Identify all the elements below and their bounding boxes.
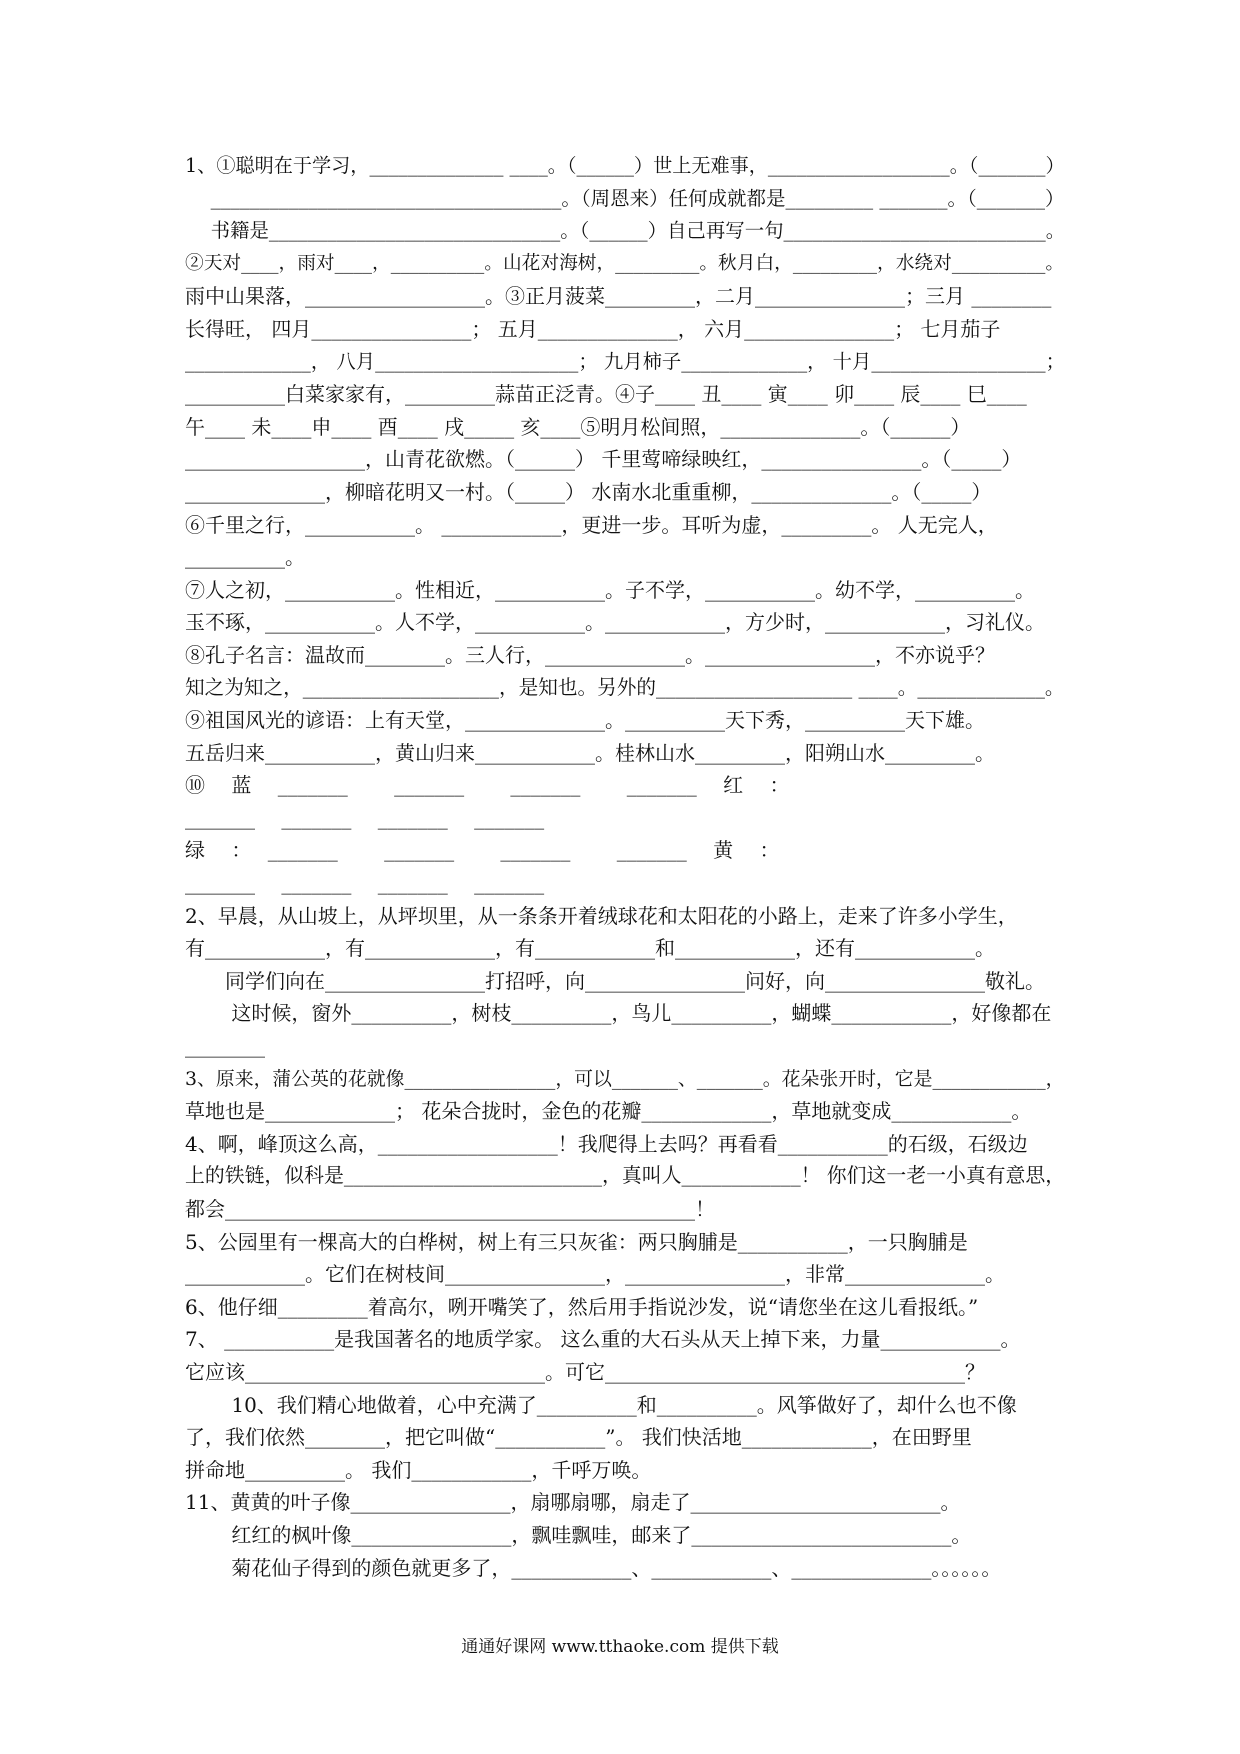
worksheet-line: 11、黄黄的叶子像________________，扇哪扇哪，扇走了_________________________。 — [185, 1490, 961, 1515]
worksheet-line: 这时候，窗外__________，树枝__________，鸟儿__________，蝴蝶____________，好像都在 — [185, 1001, 1052, 1026]
worksheet-line: _______ _______ _______ _______ — [185, 871, 545, 896]
worksheet-line: 它应该______________________________。可它____________________________________？ — [185, 1359, 985, 1384]
worksheet-line: 雨中山果落，__________________。③正月菠菜_________，二月_______________；三月 ________ — [185, 284, 1052, 309]
worksheet-line: ____________________________________。（周恩来）任何成就都是_________ _______。（_______） — [185, 186, 1065, 210]
worksheet-line: __________白菜家家有，_________蒜苗正泛青。④子____ 丑____ 寅____ 卯____ 辰____ 巳____ — [185, 382, 1027, 407]
worksheet-line: ⑩ 蓝 _______ _______ _______ _______ 红 ： — [185, 773, 790, 798]
worksheet-line: 4、啊，峰顶这么高，__________________！我爬得上去吗？再看看___________的石级，石级边 — [185, 1131, 1028, 1156]
worksheet-line: 五岳归来___________，黄山归来____________。桂林山水_________，阳朔山水_________。 — [185, 740, 995, 765]
worksheet-line: 都会_______________________________________________！ — [185, 1197, 715, 1221]
worksheet-line: 上的铁链，似科是__________________________，真叫人____________！ 你们这一老一小真有意思， — [185, 1164, 1065, 1188]
worksheet-line: 有____________，有_____________，有____________和____________，还有____________。 — [185, 936, 995, 961]
worksheet-line: 书籍是______________________________。（______）自己再写一句___________________________。 — [185, 219, 1065, 243]
worksheet-line: 了，我们依然________，把它叫做“___________”。 我们快活地_____________，在田野里 — [185, 1425, 972, 1450]
worksheet-line: 7、 ___________是我国著名的地质学家。 这么重的大石头从天上掉下来，力量____________。 — [185, 1327, 1021, 1352]
worksheet-line: ____________。它们在树枝间________________，________________，非常______________。 — [185, 1262, 1005, 1287]
worksheet-line: 午____ 未____申____ 酉____ 戌_____ 亥____⑤明月松间照，______________。（______） — [185, 414, 971, 439]
worksheet-line: 菊花仙子得到的颜色就更多了，____________、____________、______________。。。。。。 — [185, 1555, 1002, 1580]
worksheet-line: 1、①聪明在于学习，______________ ____。（______）世上无难事，___________________。（_______） — [185, 154, 1065, 177]
worksheet-line: ⑥千里之行，___________。 ____________，更进一步。耳听为虚，_________。 人无完人， — [185, 512, 998, 537]
worksheet-line: 5、公园里有一棵高大的白桦树，树上有三只灰雀：两只胸脯是___________，一只胸脯是 — [185, 1229, 968, 1254]
worksheet-line: ________ — [185, 1034, 265, 1059]
worksheet-line: 拼命地__________。 我们____________，千呼万唤。 — [185, 1457, 652, 1482]
worksheet-line: 绿 ： _______ _______ _______ _______ 黄 ： — [185, 838, 780, 863]
worksheet-line: _______ _______ _______ _______ — [185, 805, 545, 830]
worksheet-line: __________。 — [185, 545, 305, 570]
worksheet-line: 2、早晨，从山坡上，从坪坝里，从一条条开着绒球花和太阳花的小路上，走来了许多小学生， — [185, 903, 1018, 928]
worksheet-line: 草地也是_____________； 花朵合拢时，金色的花瓣_____________，草地就变成____________。 — [185, 1099, 1032, 1124]
worksheet-line: 长得旺， 四月________________； 五月______________， 六月_______________； 七月茄子 — [185, 316, 1001, 341]
worksheet-line: ⑨祖国风光的谚语：上有天堂，______________。__________天下秀，__________天下雄。 — [185, 708, 985, 733]
worksheet-line: 10、我们精心地做着，心中充满了__________和__________。风筝做好了，却什么也不像 — [185, 1392, 1017, 1417]
worksheet-body — [185, 150, 1065, 1584]
worksheet-line: 知之为知之，____________________，是知也。另外的____________________ ____。_____________。 — [185, 675, 1065, 699]
worksheet-line: ②天对____，雨对____，__________。山花对海树，_________。秋月白，_________，水绕对__________。 — [185, 252, 1065, 274]
footer-credit: 通通好课网 www.tthaoke.com 提供下载 — [461, 1637, 779, 1657]
worksheet-line: 3、原来，蒲公英的花就像________________，可以_______、_______。花朵张开时，它是____________， — [185, 1067, 1065, 1090]
worksheet-line: ⑦人之初，___________。性相近，___________。子不学，___________。幼不学，__________。 — [185, 577, 1035, 602]
worksheet-line: ______________，柳暗花明又一村。（_____） 水南水北重重柳，______________。（_____） — [185, 479, 992, 504]
worksheet-line: _____________， 八月_____________________； 九月柿子_____________， 十月__________________； — [185, 349, 1065, 373]
worksheet-line: 玉不琢，___________。人不学，___________。____________，方少时，____________，习礼仪。 — [185, 610, 1045, 635]
worksheet-line: 6、他仔细_________着高尔，咧开嘴笑了，然后用手指说沙发，说“请您坐在这儿看报纸。” — [185, 1294, 979, 1319]
worksheet-line: 同学们向在________________打招呼，向________________问好，向________________敬礼。 — [185, 968, 1045, 993]
worksheet-line: 红红的枫叶像________________，飘哇飘哇，邮来了__________________________。 — [185, 1522, 972, 1547]
worksheet-line: __________________，山青花欲燃。（______） 千里莺啼绿映红，________________。（_____） — [185, 447, 1022, 472]
worksheet-line: ⑧孔子名言：温故而________。三人行，______________。_________________，不亦说乎？ — [185, 642, 995, 667]
